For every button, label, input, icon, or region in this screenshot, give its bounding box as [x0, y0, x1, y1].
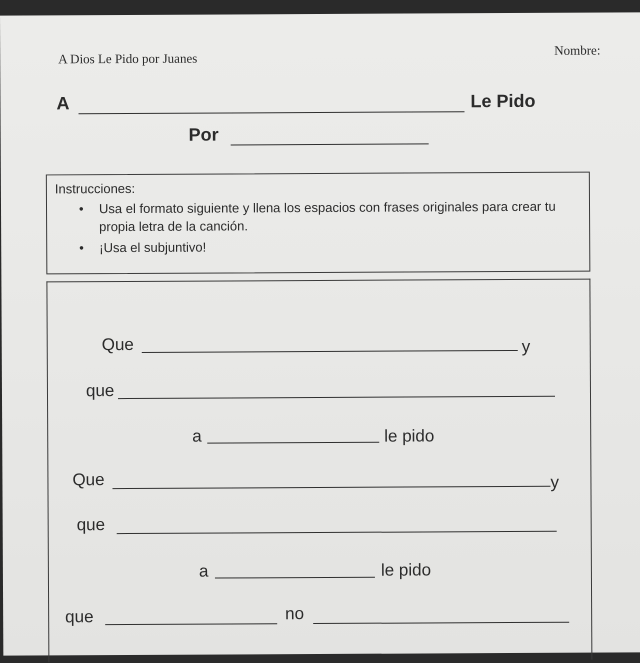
title-a: A	[56, 93, 70, 114]
worksheet-paper	[0, 12, 640, 655]
song-line-3-start: a	[192, 426, 202, 446]
song-line-6-start: a	[198, 561, 209, 581]
title-le-pido: Le Pido	[470, 90, 536, 112]
song-line-3-end: le pido	[384, 426, 435, 446]
song-line-7-start: que	[65, 607, 94, 627]
song-line-4-start: Que	[72, 470, 105, 490]
title-por: Por	[188, 124, 219, 145]
song-line-5-start: que	[76, 515, 106, 535]
song-line-6-end: le pido	[380, 560, 432, 580]
song-line-1-start: Que	[101, 334, 134, 355]
instructions-list	[55, 198, 575, 261]
name-label: Nombre:	[554, 42, 601, 58]
title-blank-author[interactable]	[231, 143, 429, 145]
song-title-header: A Dios Le Pido por Juanes	[58, 50, 198, 67]
bullet-icon: •	[79, 240, 84, 256]
instruction-item	[55, 198, 575, 237]
instruction-text: ¡Usa el subjuntivo!	[99, 239, 207, 256]
bullet-icon: •	[78, 201, 84, 217]
song-line-4-end: y	[550, 472, 560, 492]
instruction-text: Usa el formato siguiente y llena los espacios con frases originales para crear tu propia letra de la canción.	[98, 198, 556, 235]
song-line-2-start: que	[85, 381, 115, 401]
song-line-7-middle: no	[285, 604, 305, 624]
song-line-1-end: y	[521, 336, 531, 356]
instruction-item	[55, 237, 575, 258]
instructions-box	[46, 172, 591, 275]
instructions-heading: Instrucciones:	[54, 180, 136, 197]
title-blank-god[interactable]	[79, 111, 465, 114]
